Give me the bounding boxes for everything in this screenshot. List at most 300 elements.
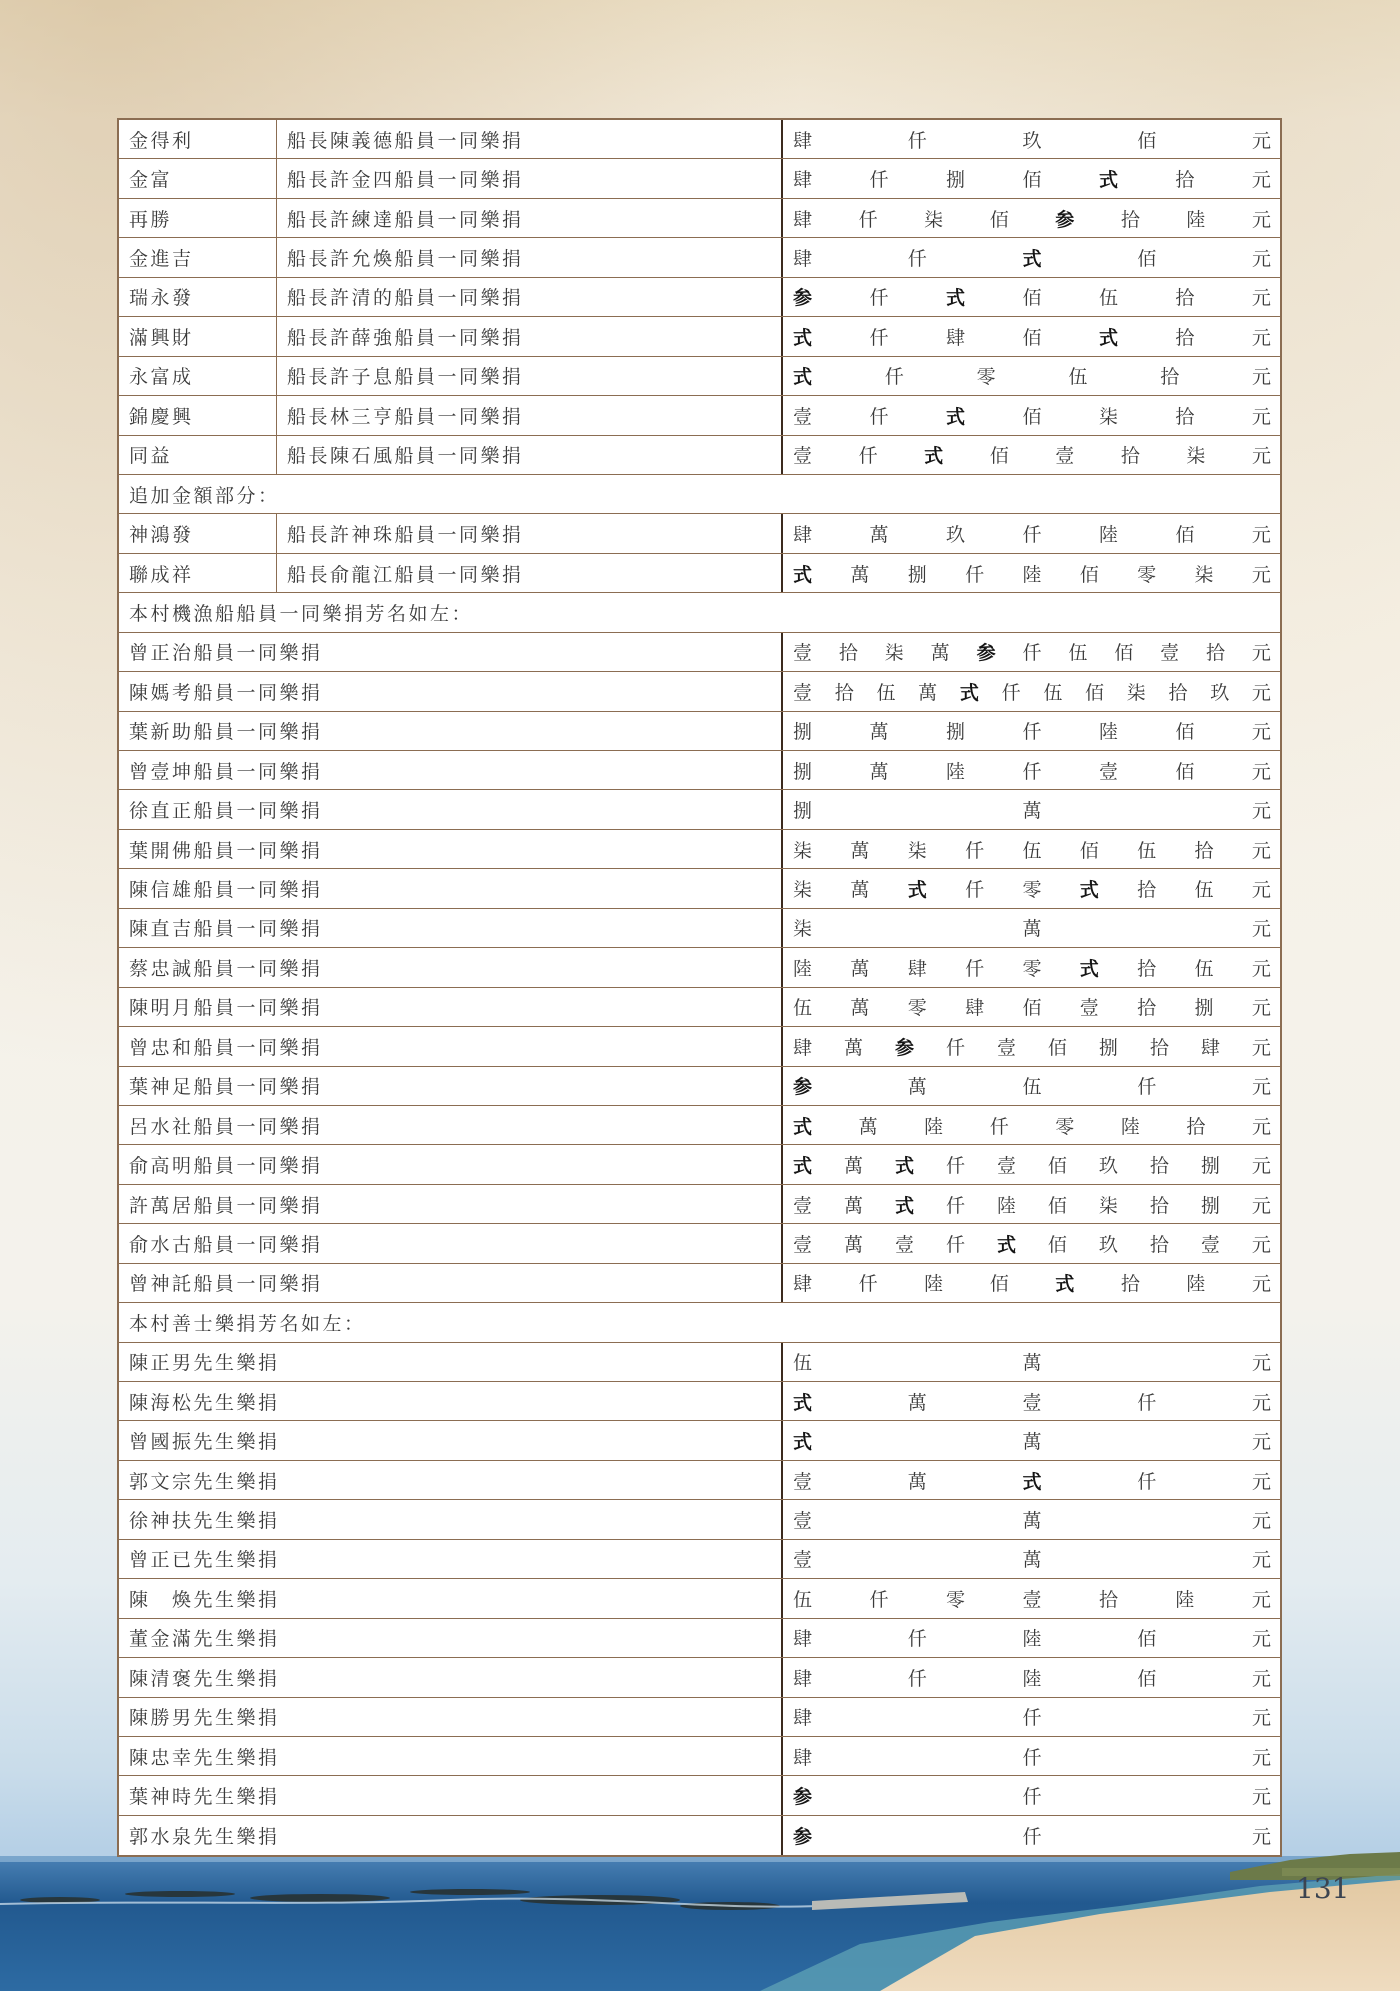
- donation-amount: [781, 1421, 1280, 1459]
- amount-character: 佰: [1022, 997, 1042, 1020]
- amount-character: 仟: [869, 326, 889, 349]
- amount-character: 肆: [793, 1273, 813, 1296]
- amount-character: 元: [1251, 721, 1271, 744]
- donation-amount: [781, 988, 1280, 1026]
- donation-amount: [781, 1658, 1280, 1696]
- amount-character: 零: [1022, 879, 1042, 902]
- amount-character: 佰: [1079, 563, 1099, 586]
- amount-character: 萬: [850, 997, 870, 1020]
- amount-character: 拾: [1120, 208, 1140, 231]
- donation-amount: [781, 396, 1280, 434]
- amount-character: 拾: [1160, 366, 1180, 389]
- amount-character: 拾: [1149, 1036, 1169, 1059]
- amount-character: 元: [1251, 1588, 1271, 1611]
- amount-character: 元: [1251, 1155, 1271, 1178]
- amount-character: 壹: [996, 1155, 1016, 1178]
- amount-character: 拾: [1175, 169, 1195, 192]
- amount-character: 萬: [843, 1155, 863, 1178]
- donation-amount: [781, 909, 1280, 947]
- donor-name: 葉神時先生樂捐: [129, 1786, 280, 1809]
- amount-character: 佰: [1022, 326, 1042, 349]
- amount-character: 壹: [1200, 1233, 1220, 1256]
- amount-character: 仟: [945, 1155, 965, 1178]
- table-row: [119, 909, 1280, 948]
- donation-amount: [781, 1619, 1280, 1657]
- amount-character: 元: [1251, 879, 1271, 902]
- amount-character: 仟: [1022, 642, 1042, 665]
- table-row: [119, 633, 1280, 672]
- amount-character: 元: [1251, 129, 1271, 152]
- boat-name: 金進吉: [119, 238, 277, 276]
- amount-character: 式: [1055, 1273, 1075, 1296]
- table-row: [119, 1461, 1280, 1500]
- amount-character: 壹: [793, 1194, 813, 1217]
- amount-character: 捌: [1098, 1036, 1118, 1059]
- amount-character: 壹: [1098, 760, 1118, 783]
- amount-character: 零: [976, 366, 996, 389]
- amount-character: 萬: [869, 524, 889, 547]
- amount-character: 拾: [1137, 997, 1157, 1020]
- table-row: [119, 554, 1280, 593]
- coastal-sea-scene: [0, 1840, 1400, 1991]
- amount-character: 式: [1022, 248, 1042, 271]
- amount-character: 伍: [1194, 957, 1214, 980]
- donor-name: 曾國振先生樂捐: [129, 1431, 280, 1454]
- amount-character: 式: [1022, 1470, 1042, 1493]
- boat-name: 金得利: [119, 120, 277, 158]
- amount-character: 肆: [793, 1628, 813, 1651]
- donation-amount: [781, 1698, 1280, 1736]
- amount-character: 佰: [1137, 1628, 1157, 1651]
- amount-character: 仟: [1137, 1470, 1157, 1493]
- donation-amount: [781, 672, 1280, 710]
- donation-description: 船長陳石風船員一同樂捐: [287, 445, 524, 468]
- amount-character: 壹: [1160, 642, 1180, 665]
- donation-amount: [781, 317, 1280, 355]
- amount-character: 元: [1251, 918, 1271, 941]
- amount-character: 仟: [869, 405, 889, 428]
- amount-character: 元: [1251, 800, 1271, 823]
- amount-character: 萬: [1022, 1510, 1042, 1533]
- amount-character: 捌: [1194, 997, 1214, 1020]
- table-row: [119, 712, 1280, 751]
- amount-character: 佰: [1175, 524, 1195, 547]
- amount-character: 拾: [1194, 839, 1214, 862]
- donation-amount: [781, 514, 1280, 552]
- amount-character: 佰: [1137, 248, 1157, 271]
- amount-character: 柒: [924, 208, 944, 231]
- amount-character: 萬: [858, 1115, 878, 1138]
- table-row: [119, 514, 1280, 553]
- amount-character: 伍: [1022, 839, 1042, 862]
- amount-character: 式: [959, 681, 979, 704]
- amount-character: 参: [793, 287, 813, 310]
- donation-amount: [781, 357, 1280, 395]
- boat-name: 永富成: [119, 357, 277, 395]
- donor-name: 徐直正船員一同樂捐: [129, 800, 323, 823]
- amount-character: 零: [907, 997, 927, 1020]
- donor-name: 曾正已先生樂捐: [129, 1549, 280, 1572]
- amount-character: 佰: [1047, 1194, 1067, 1217]
- amount-character: 拾: [1149, 1155, 1169, 1178]
- amount-character: 元: [1251, 997, 1271, 1020]
- amount-character: 伍: [1068, 366, 1088, 389]
- donation-description: 船長許金四船員一同樂捐: [287, 169, 524, 192]
- amount-character: 陸: [1022, 1667, 1042, 1690]
- amount-character: 萬: [850, 957, 870, 980]
- amount-character: 佰: [1047, 1036, 1067, 1059]
- amount-character: 壹: [793, 1549, 813, 1572]
- section-title: 追加金額部分：: [129, 484, 280, 507]
- table-row: [119, 1737, 1280, 1776]
- donation-amount: [781, 1579, 1280, 1617]
- table-row: [119, 436, 1280, 475]
- donation-amount: [781, 1224, 1280, 1262]
- amount-character: 佰: [1079, 839, 1099, 862]
- amount-character: 陸: [1186, 208, 1206, 231]
- amount-character: 肆: [793, 1707, 813, 1730]
- amount-character: 仟: [989, 1115, 1009, 1138]
- boat-name: 瑞永發: [119, 278, 277, 316]
- amount-character: 陸: [1120, 1115, 1140, 1138]
- table-row: [119, 1698, 1280, 1737]
- amount-character: 式: [924, 445, 944, 468]
- donor-name: 蔡忠誠船員一同樂捐: [129, 957, 323, 980]
- amount-character: 捌: [907, 563, 927, 586]
- amount-character: 仟: [884, 366, 904, 389]
- amount-character: 陸: [1098, 524, 1118, 547]
- amount-character: 仟: [1022, 760, 1042, 783]
- amount-character: 仟: [869, 1588, 889, 1611]
- amount-character: 萬: [907, 1076, 927, 1099]
- amount-character: 萬: [843, 1194, 863, 1217]
- amount-character: 拾: [1175, 405, 1195, 428]
- amount-character: 元: [1251, 1746, 1271, 1769]
- amount-character: 佰: [1137, 1667, 1157, 1690]
- donation-amount: [781, 1461, 1280, 1499]
- amount-character: 萬: [869, 760, 889, 783]
- amount-character: 元: [1251, 405, 1271, 428]
- amount-character: 零: [1055, 1115, 1075, 1138]
- amount-character: 柒: [1098, 405, 1118, 428]
- amount-character: 拾: [1206, 642, 1226, 665]
- amount-character: 仟: [945, 1036, 965, 1059]
- table-row: [119, 790, 1280, 829]
- amount-character: 柒: [793, 839, 813, 862]
- amount-character: 玖: [1022, 129, 1042, 152]
- amount-character: 柒: [907, 839, 927, 862]
- section-header-row: [119, 1303, 1280, 1342]
- amount-character: 元: [1251, 366, 1271, 389]
- amount-character: 柒: [1098, 1194, 1118, 1217]
- donation-amount: [781, 1145, 1280, 1183]
- donation-amount: [781, 436, 1280, 474]
- amount-character: 陸: [924, 1273, 944, 1296]
- donor-name: 徐神扶先生樂捐: [129, 1510, 280, 1533]
- amount-character: 壹: [793, 1233, 813, 1256]
- amount-character: 伍: [1022, 1076, 1042, 1099]
- amount-character: 仟: [1001, 681, 1021, 704]
- donation-amount: [781, 1264, 1280, 1302]
- amount-character: 式: [793, 1155, 813, 1178]
- boat-name: 金富: [119, 159, 277, 197]
- section-header-row: [119, 593, 1280, 632]
- boat-name: 同益: [119, 436, 277, 474]
- amount-character: 仟: [907, 248, 927, 271]
- amount-character: 肆: [793, 1667, 813, 1690]
- amount-character: 佰: [989, 208, 1009, 231]
- amount-character: 壹: [996, 1036, 1016, 1059]
- amount-character: 元: [1251, 1470, 1271, 1493]
- amount-character: 元: [1251, 445, 1271, 468]
- amount-character: 伍: [876, 681, 896, 704]
- donor-name: 董金滿先生樂捐: [129, 1628, 280, 1651]
- amount-character: 壹: [793, 681, 813, 704]
- boat-name: 錦慶興: [119, 396, 277, 434]
- table-row: [119, 1816, 1280, 1855]
- amount-character: 肆: [793, 1746, 813, 1769]
- amount-character: 元: [1251, 1431, 1271, 1454]
- table-row: [119, 830, 1280, 869]
- donation-amount: [781, 948, 1280, 986]
- amount-character: 参: [1055, 208, 1075, 231]
- amount-character: 拾: [1186, 1115, 1206, 1138]
- amount-character: 陸: [1022, 1628, 1042, 1651]
- donation-amount: [781, 1737, 1280, 1775]
- table-row: [119, 1145, 1280, 1184]
- amount-character: 拾: [1120, 445, 1140, 468]
- amount-character: 参: [793, 1076, 813, 1099]
- table-row: [119, 1382, 1280, 1421]
- donation-description: 船長陳義德船員一同樂捐: [287, 129, 524, 152]
- amount-character: 元: [1251, 287, 1271, 310]
- amount-character: 壹: [1055, 445, 1075, 468]
- amount-character: 式: [793, 563, 813, 586]
- amount-character: 式: [793, 1391, 813, 1414]
- amount-character: 萬: [869, 721, 889, 744]
- amount-character: 壹: [793, 1470, 813, 1493]
- amount-character: 捌: [793, 760, 813, 783]
- amount-character: 元: [1251, 1667, 1271, 1690]
- amount-character: 壹: [894, 1233, 914, 1256]
- donor-name: 陳正男先生樂捐: [129, 1352, 280, 1375]
- amount-character: 元: [1251, 760, 1271, 783]
- amount-character: 元: [1251, 169, 1271, 192]
- amount-character: 拾: [1137, 957, 1157, 980]
- table-row: [119, 1619, 1280, 1658]
- amount-character: 佰: [1022, 287, 1042, 310]
- amount-character: 元: [1251, 1391, 1271, 1414]
- donor-name: 陳直吉船員一同樂捐: [129, 918, 323, 941]
- amount-character: 萬: [843, 1036, 863, 1059]
- donation-amount: [781, 1067, 1280, 1105]
- section-title: 本村機漁船船員一同樂捐芳名如左：: [129, 602, 474, 625]
- amount-character: 零: [945, 1588, 965, 1611]
- amount-character: 肆: [793, 208, 813, 231]
- donation-description: 船長許練達船員一同樂捐: [287, 208, 524, 231]
- amount-character: 仟: [907, 1667, 927, 1690]
- amount-character: 伍: [1137, 839, 1157, 862]
- donor-name: 曾正治船員一同樂捐: [129, 642, 323, 665]
- donation-amount: [781, 1540, 1280, 1578]
- amount-character: 壹: [793, 405, 813, 428]
- amount-character: 式: [793, 326, 813, 349]
- amount-character: 拾: [1137, 879, 1157, 902]
- amount-character: 参: [793, 1786, 813, 1809]
- donation-amount: [781, 159, 1280, 197]
- amount-character: 萬: [907, 1470, 927, 1493]
- donor-name: 俞水古船員一同樂捐: [129, 1233, 323, 1256]
- amount-character: 零: [1137, 563, 1157, 586]
- donation-description: 船長許子息船員一同樂捐: [287, 366, 524, 389]
- amount-character: 壹: [1022, 1391, 1042, 1414]
- amount-character: 元: [1251, 1549, 1271, 1572]
- amount-character: 元: [1251, 1510, 1271, 1533]
- amount-character: 仟: [869, 287, 889, 310]
- amount-character: 仟: [1022, 1826, 1042, 1849]
- donation-amount: [781, 238, 1280, 276]
- amount-character: 萬: [1022, 800, 1042, 823]
- amount-character: 佰: [989, 445, 1009, 468]
- amount-character: 萬: [850, 563, 870, 586]
- amount-character: 元: [1251, 1786, 1271, 1809]
- page-number: 131: [1296, 1872, 1350, 1905]
- boat-name: 神鴻發: [119, 514, 277, 552]
- amount-character: 式: [996, 1233, 1016, 1256]
- donor-name: 郭文宗先生樂捐: [129, 1470, 280, 1493]
- amount-character: 零: [1022, 957, 1042, 980]
- donation-amount: [781, 790, 1280, 828]
- amount-character: 佰: [1114, 642, 1134, 665]
- table-row: [119, 1224, 1280, 1263]
- table-row: [119, 1540, 1280, 1579]
- amount-character: 萬: [1022, 918, 1042, 941]
- amount-character: 柒: [793, 879, 813, 902]
- amount-character: 佰: [1137, 129, 1157, 152]
- amount-character: 仟: [907, 129, 927, 152]
- table-row: [119, 1067, 1280, 1106]
- amount-character: 仟: [945, 1194, 965, 1217]
- amount-character: 拾: [1175, 287, 1195, 310]
- table-row: [119, 1658, 1280, 1697]
- amount-character: 捌: [945, 169, 965, 192]
- donation-amount: [781, 1500, 1280, 1538]
- amount-character: 肆: [907, 957, 927, 980]
- donation-amount: [781, 751, 1280, 789]
- amount-character: 萬: [1022, 1549, 1042, 1572]
- amount-character: 柒: [1126, 681, 1146, 704]
- amount-character: 仟: [945, 1233, 965, 1256]
- amount-character: 肆: [945, 326, 965, 349]
- amount-character: 元: [1251, 1233, 1271, 1256]
- donation-amount: [781, 120, 1280, 158]
- amount-character: 式: [1098, 326, 1118, 349]
- amount-character: 肆: [1200, 1036, 1220, 1059]
- donor-name: 陳信雄船員一同樂捐: [129, 879, 323, 902]
- amount-character: 元: [1251, 563, 1271, 586]
- amount-character: 肆: [793, 524, 813, 547]
- amount-character: 元: [1251, 642, 1271, 665]
- table-row: [119, 1500, 1280, 1539]
- amount-character: 仟: [907, 1628, 927, 1651]
- donation-amount: [781, 830, 1280, 868]
- table-row: [119, 396, 1280, 435]
- donor-name: 陳清褒先生樂捐: [129, 1667, 280, 1690]
- amount-character: 肆: [793, 129, 813, 152]
- table-row: [119, 1027, 1280, 1066]
- amount-character: 陸: [1186, 1273, 1206, 1296]
- amount-character: 陸: [924, 1115, 944, 1138]
- donor-name: 陳 煥先生樂捐: [129, 1588, 280, 1611]
- amount-character: 式: [1079, 879, 1099, 902]
- amount-character: 萬: [1022, 1431, 1042, 1454]
- amount-character: 佰: [1047, 1233, 1067, 1256]
- amount-character: 式: [793, 366, 813, 389]
- amount-character: 拾: [1168, 681, 1188, 704]
- amount-character: 式: [1098, 169, 1118, 192]
- donation-amount: [781, 1106, 1280, 1144]
- donor-name: 許萬居船員一同樂捐: [129, 1194, 323, 1217]
- amount-character: 元: [1251, 1707, 1271, 1730]
- donation-description: 船長許薛強船員一同樂捐: [287, 326, 524, 349]
- amount-character: 式: [894, 1155, 914, 1178]
- donation-amount: [781, 1776, 1280, 1814]
- amount-character: 萬: [850, 879, 870, 902]
- amount-character: 捌: [945, 721, 965, 744]
- donation-description: 船長俞龍江船員一同樂捐: [287, 563, 524, 586]
- donation-description: 船長林三亨船員一同樂捐: [287, 405, 524, 428]
- table-row: [119, 988, 1280, 1027]
- donor-name: 曾壹坤船員一同樂捐: [129, 760, 323, 783]
- table-row: [119, 1185, 1280, 1224]
- amount-character: 玖: [1098, 1233, 1118, 1256]
- boat-name: 聯成祥: [119, 554, 277, 592]
- table-row: [119, 278, 1280, 317]
- amount-character: 元: [1251, 1115, 1271, 1138]
- amount-character: 佰: [989, 1273, 1009, 1296]
- table-row: [119, 1776, 1280, 1815]
- amount-character: 伍: [793, 997, 813, 1020]
- amount-character: 柒: [793, 918, 813, 941]
- amount-character: 元: [1251, 208, 1271, 231]
- boat-name: 再勝: [119, 199, 277, 237]
- amount-character: 拾: [1098, 1588, 1118, 1611]
- donation-amount: [781, 1343, 1280, 1381]
- amount-character: 元: [1251, 524, 1271, 547]
- amount-character: 萬: [850, 839, 870, 862]
- amount-character: 仟: [965, 879, 985, 902]
- table-row: [119, 1106, 1280, 1145]
- amount-character: 捌: [793, 721, 813, 744]
- donation-amount: [781, 712, 1280, 750]
- table-row: [119, 159, 1280, 198]
- amount-character: 捌: [1200, 1194, 1220, 1217]
- amount-character: 伍: [1068, 642, 1088, 665]
- amount-character: 参: [793, 1826, 813, 1849]
- amount-character: 式: [793, 1431, 813, 1454]
- amount-character: 式: [793, 1115, 813, 1138]
- amount-character: 元: [1251, 248, 1271, 271]
- amount-character: 元: [1251, 1036, 1271, 1059]
- amount-character: 参: [894, 1036, 914, 1059]
- amount-character: 仟: [1022, 1707, 1042, 1730]
- amount-character: 肆: [965, 997, 985, 1020]
- donation-amount: [781, 1185, 1280, 1223]
- amount-character: 元: [1251, 1628, 1271, 1651]
- amount-character: 佰: [1022, 405, 1042, 428]
- donation-description: 船長許清的船員一同樂捐: [287, 287, 524, 310]
- amount-character: 拾: [1175, 326, 1195, 349]
